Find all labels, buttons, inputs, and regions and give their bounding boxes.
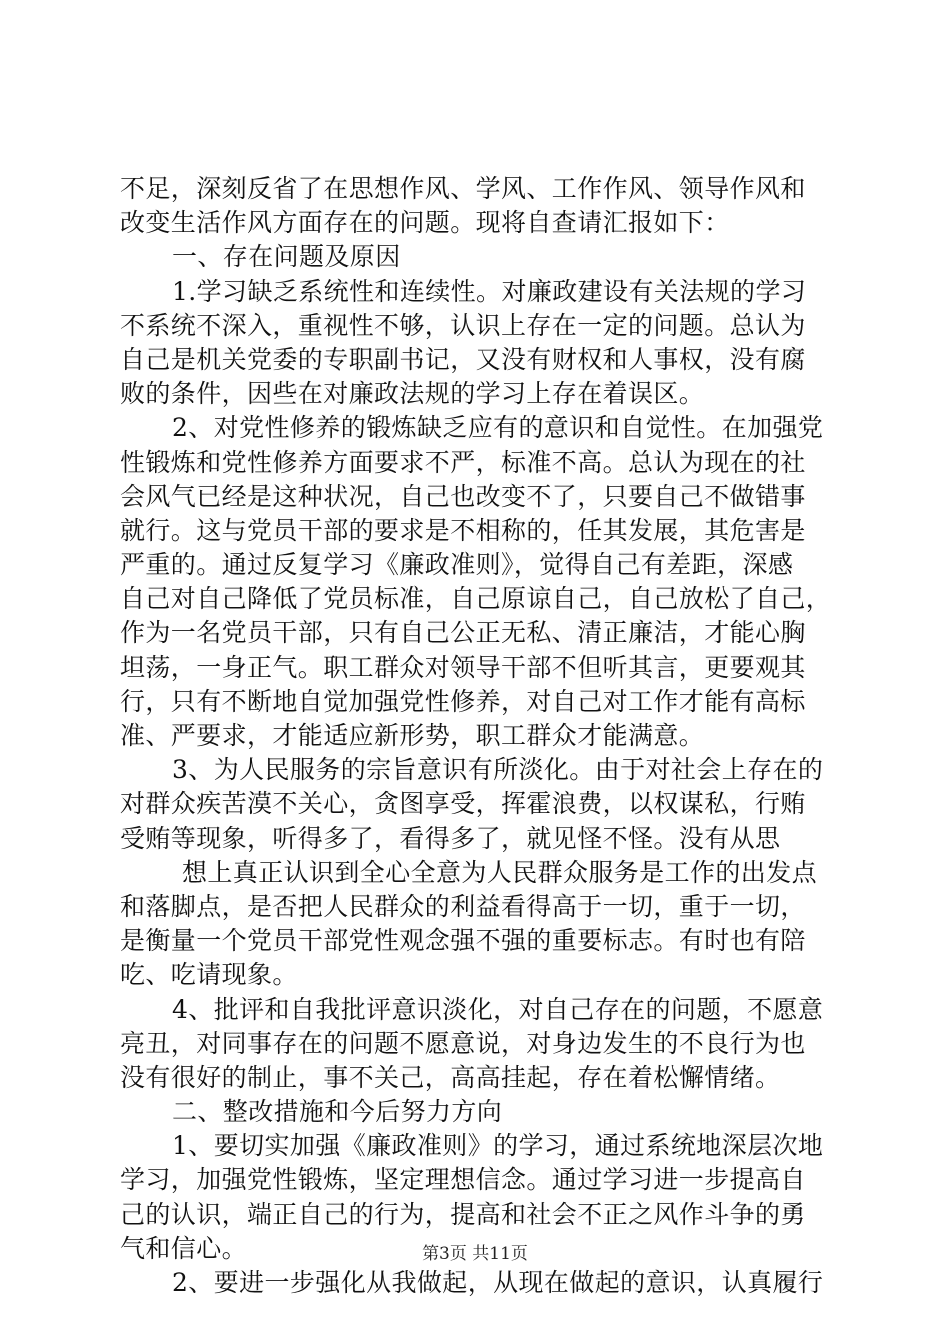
text-line: 4、批评和自我批评意识淡化，对自己存在的问题，不愿意 <box>172 994 824 1024</box>
text-line: 败的条件，因些在对廉政法规的学习上存在着误区。 <box>120 379 705 409</box>
text-line: 改变生活作风方面存在的问题。现将自查请汇报如下： <box>120 208 730 238</box>
text-line: 严重的。通过反复学习《廉政准则》，觉得自己有差距，深感 <box>120 550 794 580</box>
text-line: 就行。这与党员干部的要求是不相称的，任其发展，其危害是 <box>120 515 806 545</box>
text-line: 学习，加强党性锻炼，坚定理想信念。通过学习进一步提高自 <box>120 1165 806 1195</box>
text-line: 自己对自己降低了党员标准，自己原谅自己，自己放松了自己， <box>120 584 832 614</box>
text-line: 1、要切实加强《廉政准则》的学习，通过系统地深层次地 <box>172 1131 824 1161</box>
text-line: 气和信心。 <box>120 1233 248 1263</box>
text-line: 和落脚点，是否把人民群众的利益看得高于一切，重于一切， <box>120 891 806 921</box>
text-line: 2、对党性修养的锻炼缺乏应有的意识和自觉性。在加强党 <box>172 413 824 443</box>
text-line: 3、为人民服务的宗旨意识有所淡化。由于对社会上存在的 <box>172 755 824 785</box>
section-heading: 二、整改措施和今后努力方向 <box>172 1097 503 1127</box>
text-line: 想上真正认识到全心全意为人民群众服务是工作的出发点 <box>182 857 818 887</box>
text-line: 1.学习缺乏系统性和连续性。对廉政建设有关法规的学习 <box>172 276 807 306</box>
text-line: 没有很好的制止，事不关己，高高挂起，存在着松懈情绪。 <box>120 1062 781 1092</box>
text-line: 作为一名党员干部，只有自己公正无私、清正廉洁，才能心胸 <box>120 618 806 648</box>
text-line: 不系统不深入，重视性不够，认识上存在一定的问题。总认为 <box>120 310 806 340</box>
text-line: 自己是机关党委的专职副书记，又没有财权和人事权，没有腐 <box>120 344 806 374</box>
text-line: 吃、吃请现象。 <box>120 960 298 990</box>
text-line: 是衡量一个党员干部党性观念强不强的重要标志。有时也有陪 <box>120 926 806 956</box>
text-line: 对群众疾苦漠不关心，贪图享受，挥霍浪费，以权谋私，行贿 <box>120 789 806 819</box>
section-heading: 一、存在问题及原因 <box>172 242 401 272</box>
text-line: 行，只有不断地自觉加强党性修养，对自己对工作才能有高标 <box>120 686 806 716</box>
text-line: 性锻炼和党性修养方面要求不严，标准不高。总认为现在的社 <box>120 447 806 477</box>
document-body <box>120 172 835 1300</box>
text-line: 准、严要求，才能适应新形势，职工群众才能满意。 <box>120 721 705 750</box>
text-line: 不足，深刻反省了在思想作风、学风、工作作风、领导作风和 <box>120 174 806 203</box>
text-line: 受贿等现象，听得多了，看得多了，就见怪不怪。没有从思 <box>120 823 781 853</box>
text-line: 己的认识，端正自己的行为，提高和社会不正之风作斗争的勇 <box>120 1199 806 1229</box>
text-line: 2、要进一步强化从我做起，从现在做起的意识，认真履行 <box>172 1268 824 1297</box>
text-line: 坦荡，一身正气。职工群众对领导干部不但听其言，更要观其 <box>120 652 806 682</box>
page-number-footer: 第3页 共11页 <box>422 1244 528 1264</box>
text-line: 亮丑，对同事存在的问题不愿意说，对身边发生的不良行为也 <box>120 1028 806 1058</box>
text-line: 会风气已经是这种状况，自己也改变不了，只要自己不做错事 <box>120 481 806 511</box>
